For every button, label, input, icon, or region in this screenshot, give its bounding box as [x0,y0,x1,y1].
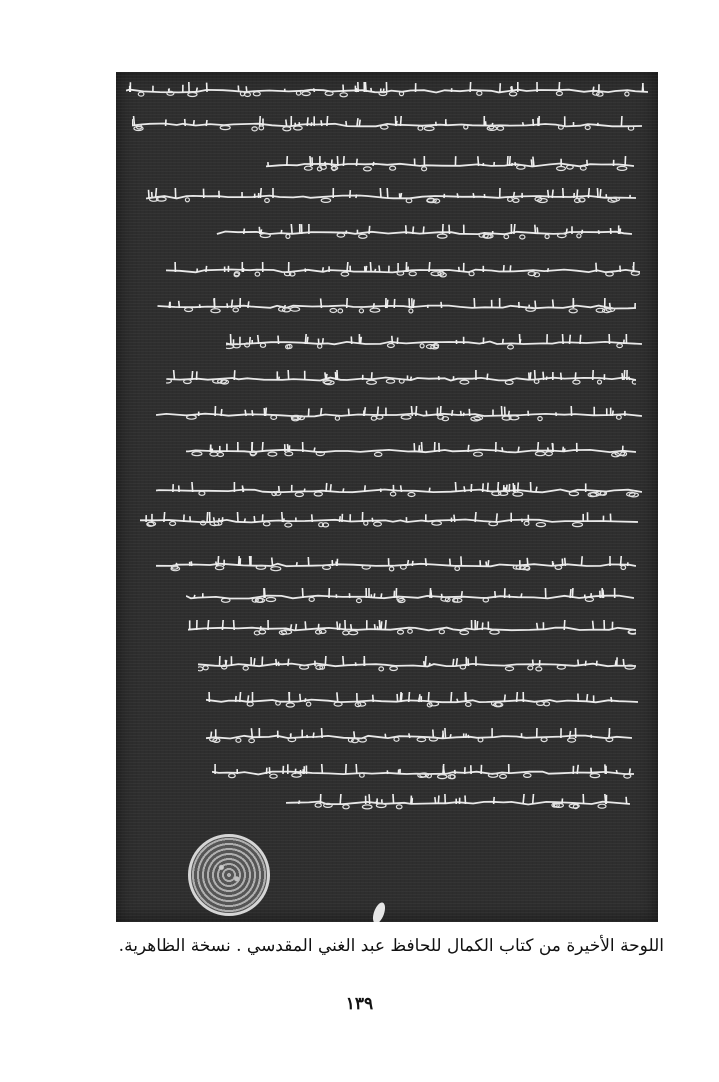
handwritten-line [156,298,636,314]
manuscript-plate [116,72,658,922]
handwritten-line [156,406,642,422]
handwritten-line [206,692,638,708]
paper-mark [371,901,388,922]
handwritten-line [146,188,636,204]
handwritten-line [140,512,638,528]
handwritten-line [206,728,632,744]
handwritten-line [286,794,630,810]
handwritten-line [266,156,634,172]
handwritten-line [186,442,636,458]
handwritten-line [186,588,634,604]
handwritten-line [166,370,636,386]
handwritten-line [166,262,640,278]
handwritten-line [126,82,648,98]
handwritten-line [132,116,642,132]
plate-caption: اللوحة الأخيرة من كتاب الكمال للحافظ عبد الغني المقدسي . نسخة الظاهرية. [118,936,664,956]
handwritten-line [216,224,632,240]
handwritten-line [198,656,636,672]
handwritten-line [156,556,636,572]
handwritten-line [156,482,642,498]
handwritten-line [226,334,642,350]
library-seal-stamp [188,834,270,916]
handwritten-line [212,764,634,780]
handwritten-line [188,620,636,636]
page-number: ١٣٩ [345,994,374,1014]
